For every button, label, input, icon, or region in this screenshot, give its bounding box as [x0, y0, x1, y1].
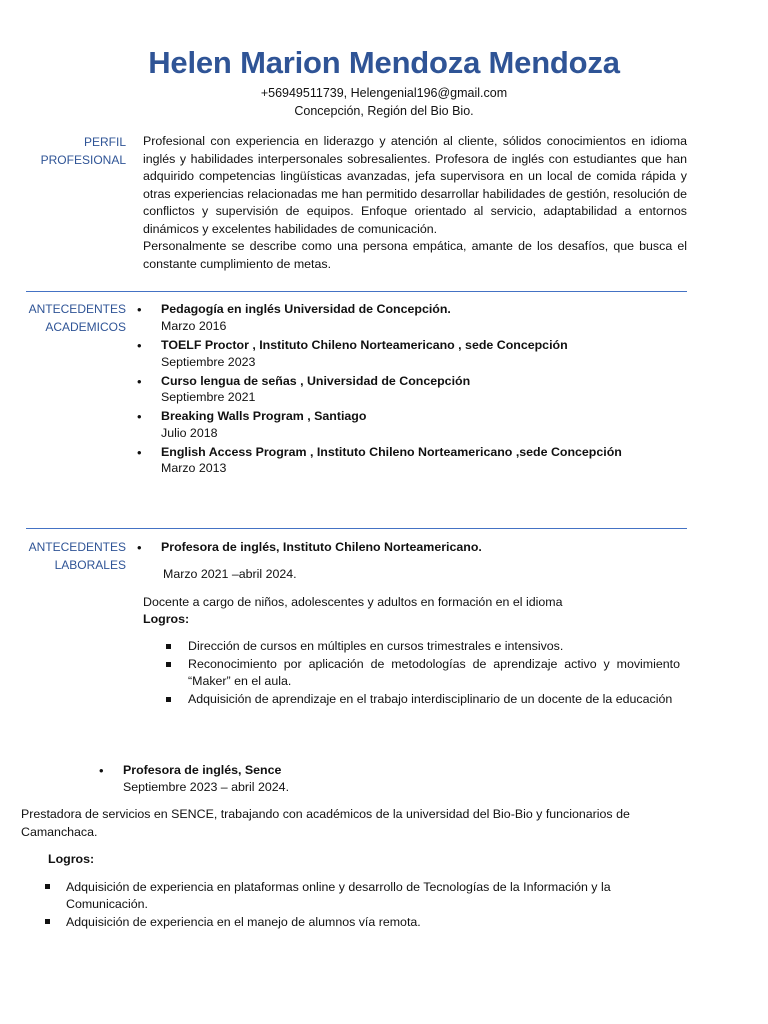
achievement-item: Adquisición de experiencia en plataformas online y desarrollo de Tecnologías de la Información y la Comunicación. [66, 880, 611, 912]
section-label-perfil [20, 133, 126, 169]
logros-label: Logros: [48, 852, 95, 866]
academic-title: Curso lengua de señas , Universidad de Concepción [161, 374, 471, 388]
square-bullet-icon [166, 662, 171, 667]
section-label-perfil-line1: PERFIL [83, 135, 126, 149]
academic-date: Septiembre 2021 [161, 390, 256, 404]
academic-title: Breaking Walls Program , Santiago [161, 409, 367, 423]
bullet-icon: • [137, 409, 142, 424]
section-label-academicos-line1: ANTECEDENTES [28, 302, 126, 316]
square-bullet-icon [166, 644, 171, 649]
section-divider [26, 528, 687, 529]
job-description: Prestadora de servicios en SENCE, trabajando con académicos de la universidad del Bio-Bio y funcionarios de Camanchaca. [21, 807, 630, 839]
bullet-icon: • [137, 338, 142, 353]
academic-date: Marzo 2016 [161, 319, 227, 333]
bullet-icon: • [137, 374, 142, 389]
bullet-icon: • [99, 763, 104, 778]
section-label-academicos-line2: ACADEMICOS [45, 320, 126, 334]
square-bullet-icon [45, 884, 50, 889]
logros-label: Logros: [143, 612, 190, 626]
job-date: Septiembre 2023 – abril 2024. [123, 780, 290, 794]
section-label-laborales-line1: ANTECEDENTES [28, 540, 126, 554]
bullet-icon: • [137, 302, 142, 317]
section-label-laborales [20, 538, 126, 574]
perfil-paragraph: Profesional con experiencia en liderazgo y atención al cliente, sólidos conocimientos en idioma inglés y habilidades interpersonales sobresalientes. Profesora de inglés con estudiantes que han adquirido competencias lingüísticas avanzadas, jefa supervisora en un local de comida rápida y otras experiencias relacionadas me han permitido desarrollar habilidades de gestión, resolución de conflictos y supervisión de equipos. Enfoque orientado al servicio, adaptabilidad a entornos dinámicos y excelentes habilidades de comunicación. [143, 134, 687, 236]
academic-title: TOELF Proctor , Instituto Chileno Norteamericano , sede Concepción [161, 338, 568, 352]
candidate-name: Helen Marion Mendoza Mendoza [148, 45, 620, 80]
job-description: Docente a cargo de niños, adolescentes y adultos en formación en el idioma [143, 595, 563, 609]
job-title: Profesora de inglés, Instituto Chileno Norteamericano. [161, 540, 482, 554]
academic-title: English Access Program , Instituto Chileno Norteamericano ,sede Concepción [161, 445, 622, 459]
bullet-icon: • [137, 540, 142, 555]
achievement-item: Adquisición de experiencia en el manejo de alumnos vía remota. [66, 915, 421, 929]
section-divider [26, 291, 687, 292]
job-date: Marzo 2021 –abril 2024. [163, 567, 297, 581]
academic-date: Septiembre 2023 [161, 355, 256, 369]
section-label-academicos [20, 300, 126, 336]
contact-location: Concepción, Región del Bio Bio. [294, 104, 474, 118]
achievement-item: Adquisición de aprendizaje en el trabajo interdisciplinario de un docente de la educación [188, 692, 673, 706]
contact-phone-email: +56949511739, Helengenial196@gmail.com [260, 86, 508, 100]
academic-date: Julio 2018 [161, 426, 218, 440]
academic-title: Pedagogía en inglés Universidad de Concepción. [161, 302, 451, 316]
job-title: Profesora de inglés, Sence [123, 763, 282, 777]
section-label-perfil-line2: PROFESIONAL [40, 153, 126, 167]
bullet-icon: • [137, 445, 142, 460]
achievement-item: Reconocimiento por aplicación de metodologías de aprendizaje activo y movimiento “Maker” en el aula. [188, 657, 680, 689]
academic-date: Marzo 2013 [161, 461, 227, 475]
achievement-item: Dirección de cursos en múltiples en cursos trimestrales e intensivos. [188, 639, 564, 653]
perfil-paragraph-personal: Personalmente se describe como una persona empática, amante de los desafíos, que busca el constante cumplimiento de metas. [143, 239, 687, 271]
square-bullet-icon [45, 919, 50, 924]
section-label-laborales-line2: LABORALES [54, 558, 126, 572]
square-bullet-icon [166, 697, 171, 702]
